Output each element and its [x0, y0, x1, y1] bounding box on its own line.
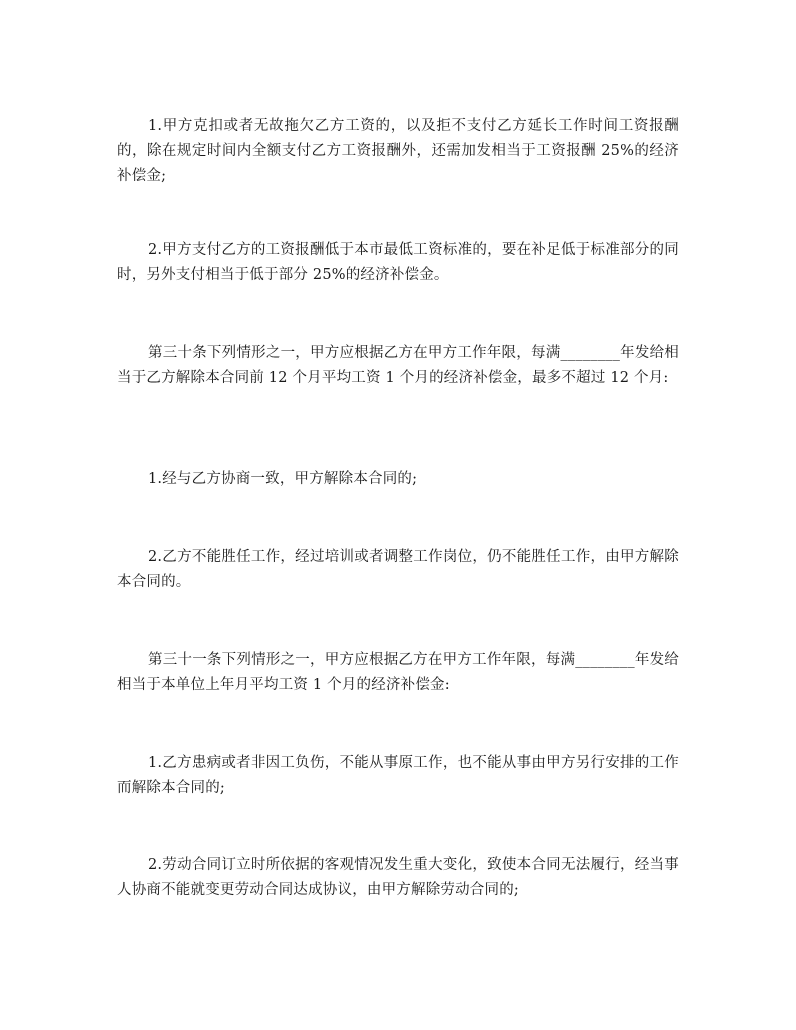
- paragraph-clause-minimum-wage: 2.甲方支付乙方的工资报酬低于本市最低工资标准的，要在补足低于标准部分的同时，另外支付相当于低于部分 25%的经济补偿金。: [117, 242, 679, 283]
- paragraph-article-30-item-1: 1.经与乙方协商一致，甲方解除本合同的;: [148, 471, 418, 487]
- paragraph-article-30: 第三十条下列情形之一，甲方应根据乙方在甲方工作年限，每满________年发给相当于乙方解除本合同前 12 个月平均工资 1 个月的经济补偿金，最多不超过 12 个月:: [117, 345, 679, 386]
- paragraph-article-31-item-1: 1.乙方患病或者非因工负伤，不能从事原工作，也不能从事由甲方另行安排的工作而解除本合同的;: [117, 755, 679, 796]
- paragraph-article-30-item-2: 2.乙方不能胜任工作，经过培训或者调整工作岗位，仍不能胜任工作，由甲方解除本合同的。: [117, 549, 679, 590]
- paragraph-article-31-item-2: 2.劳动合同订立时所依据的客观情况发生重大变化，致使本合同无法履行，经当事人协商不能就变更劳动合同达成协议，由甲方解除劳动合同的;: [117, 857, 679, 898]
- paragraph-clause-wage-arrears: 1.甲方克扣或者无故拖欠乙方工资的，以及拒不支付乙方延长工作时间工资报酬的，除在规定时间内全额支付乙方工资报酬外，还需加发相当于工资报酬 25%的经济补偿金;: [117, 118, 679, 184]
- paragraph-article-31: 第三十一条下列情形之一，甲方应根据乙方在甲方工作年限，每满________年发给相当于本单位上年月平均工资 1 个月的经济补偿金:: [117, 652, 679, 693]
